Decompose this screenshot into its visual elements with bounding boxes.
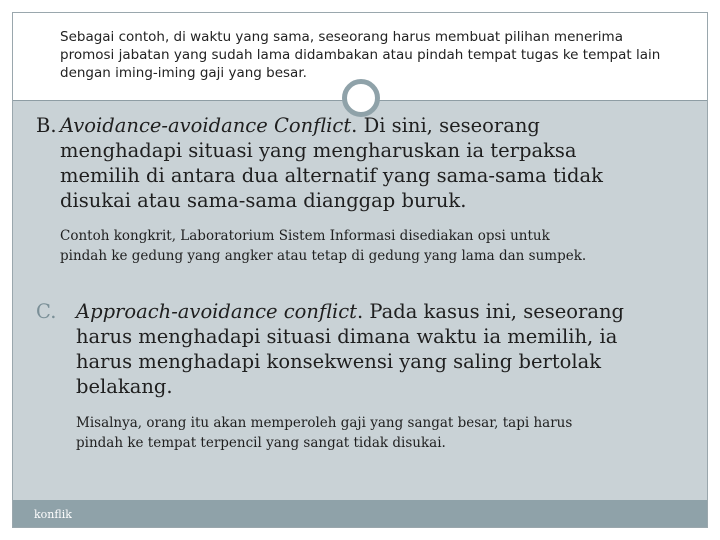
section-b-text: . Di sini, seseorang	[351, 114, 540, 137]
example-line: Misalnya, orang itu akan memperoleh gaji yang sangat besar, tapi harus	[76, 415, 573, 431]
example-line: pindah ke tempat terpencil yang sangat tidak disukai.	[76, 435, 446, 451]
example-line: Contoh kongkrit, Laboratorium Sistem Informasi disediakan opsi untuk	[60, 228, 550, 244]
section-c-example	[76, 413, 676, 453]
intro-line: promosi jabatan yang sudah lama didambakan atau pindah tempat tugas ke tempat lain	[60, 47, 661, 63]
footer-bar	[13, 500, 707, 527]
intro-line: Sebagai contoh, di waktu yang sama, seseorang harus membuat pilihan menerima	[60, 29, 623, 45]
section-b-marker: B.	[36, 114, 57, 137]
ring-icon	[342, 79, 380, 117]
intro-line: dengan iming-iming gaji yang besar.	[60, 65, 307, 81]
section-b-paragraph	[36, 113, 686, 213]
section-b-term: Avoidance-avoidance Conflict	[60, 114, 352, 137]
example-line: pindah ke gedung yang angker atau tetap di gedung yang lama dan sumpek.	[60, 248, 587, 264]
section-c-paragraph	[36, 299, 686, 399]
section-c-text: . Pada kasus ini, seseorang	[356, 300, 625, 323]
section-b-text: memilih di antara dua alternatif yang sama-sama tidak	[60, 164, 603, 187]
section-c-marker: C.	[36, 300, 57, 323]
intro-text	[60, 28, 690, 82]
section-c-text: belakang.	[76, 375, 173, 398]
section-b-text: disukai atau sama-sama dianggap buruk.	[60, 189, 467, 212]
section-b-example	[60, 226, 680, 266]
section-c-text: harus menghadapi konsekwensi yang saling bertolak	[76, 350, 602, 373]
footer-label: konflik	[34, 508, 72, 521]
section-c-text: harus menghadapi situasi dimana waktu ia memilih, ia	[76, 325, 618, 348]
section-c-term: Approach-avoidance conflict	[76, 300, 357, 323]
section-b-text: menghadapi situasi yang mengharuskan ia terpaksa	[60, 139, 577, 162]
